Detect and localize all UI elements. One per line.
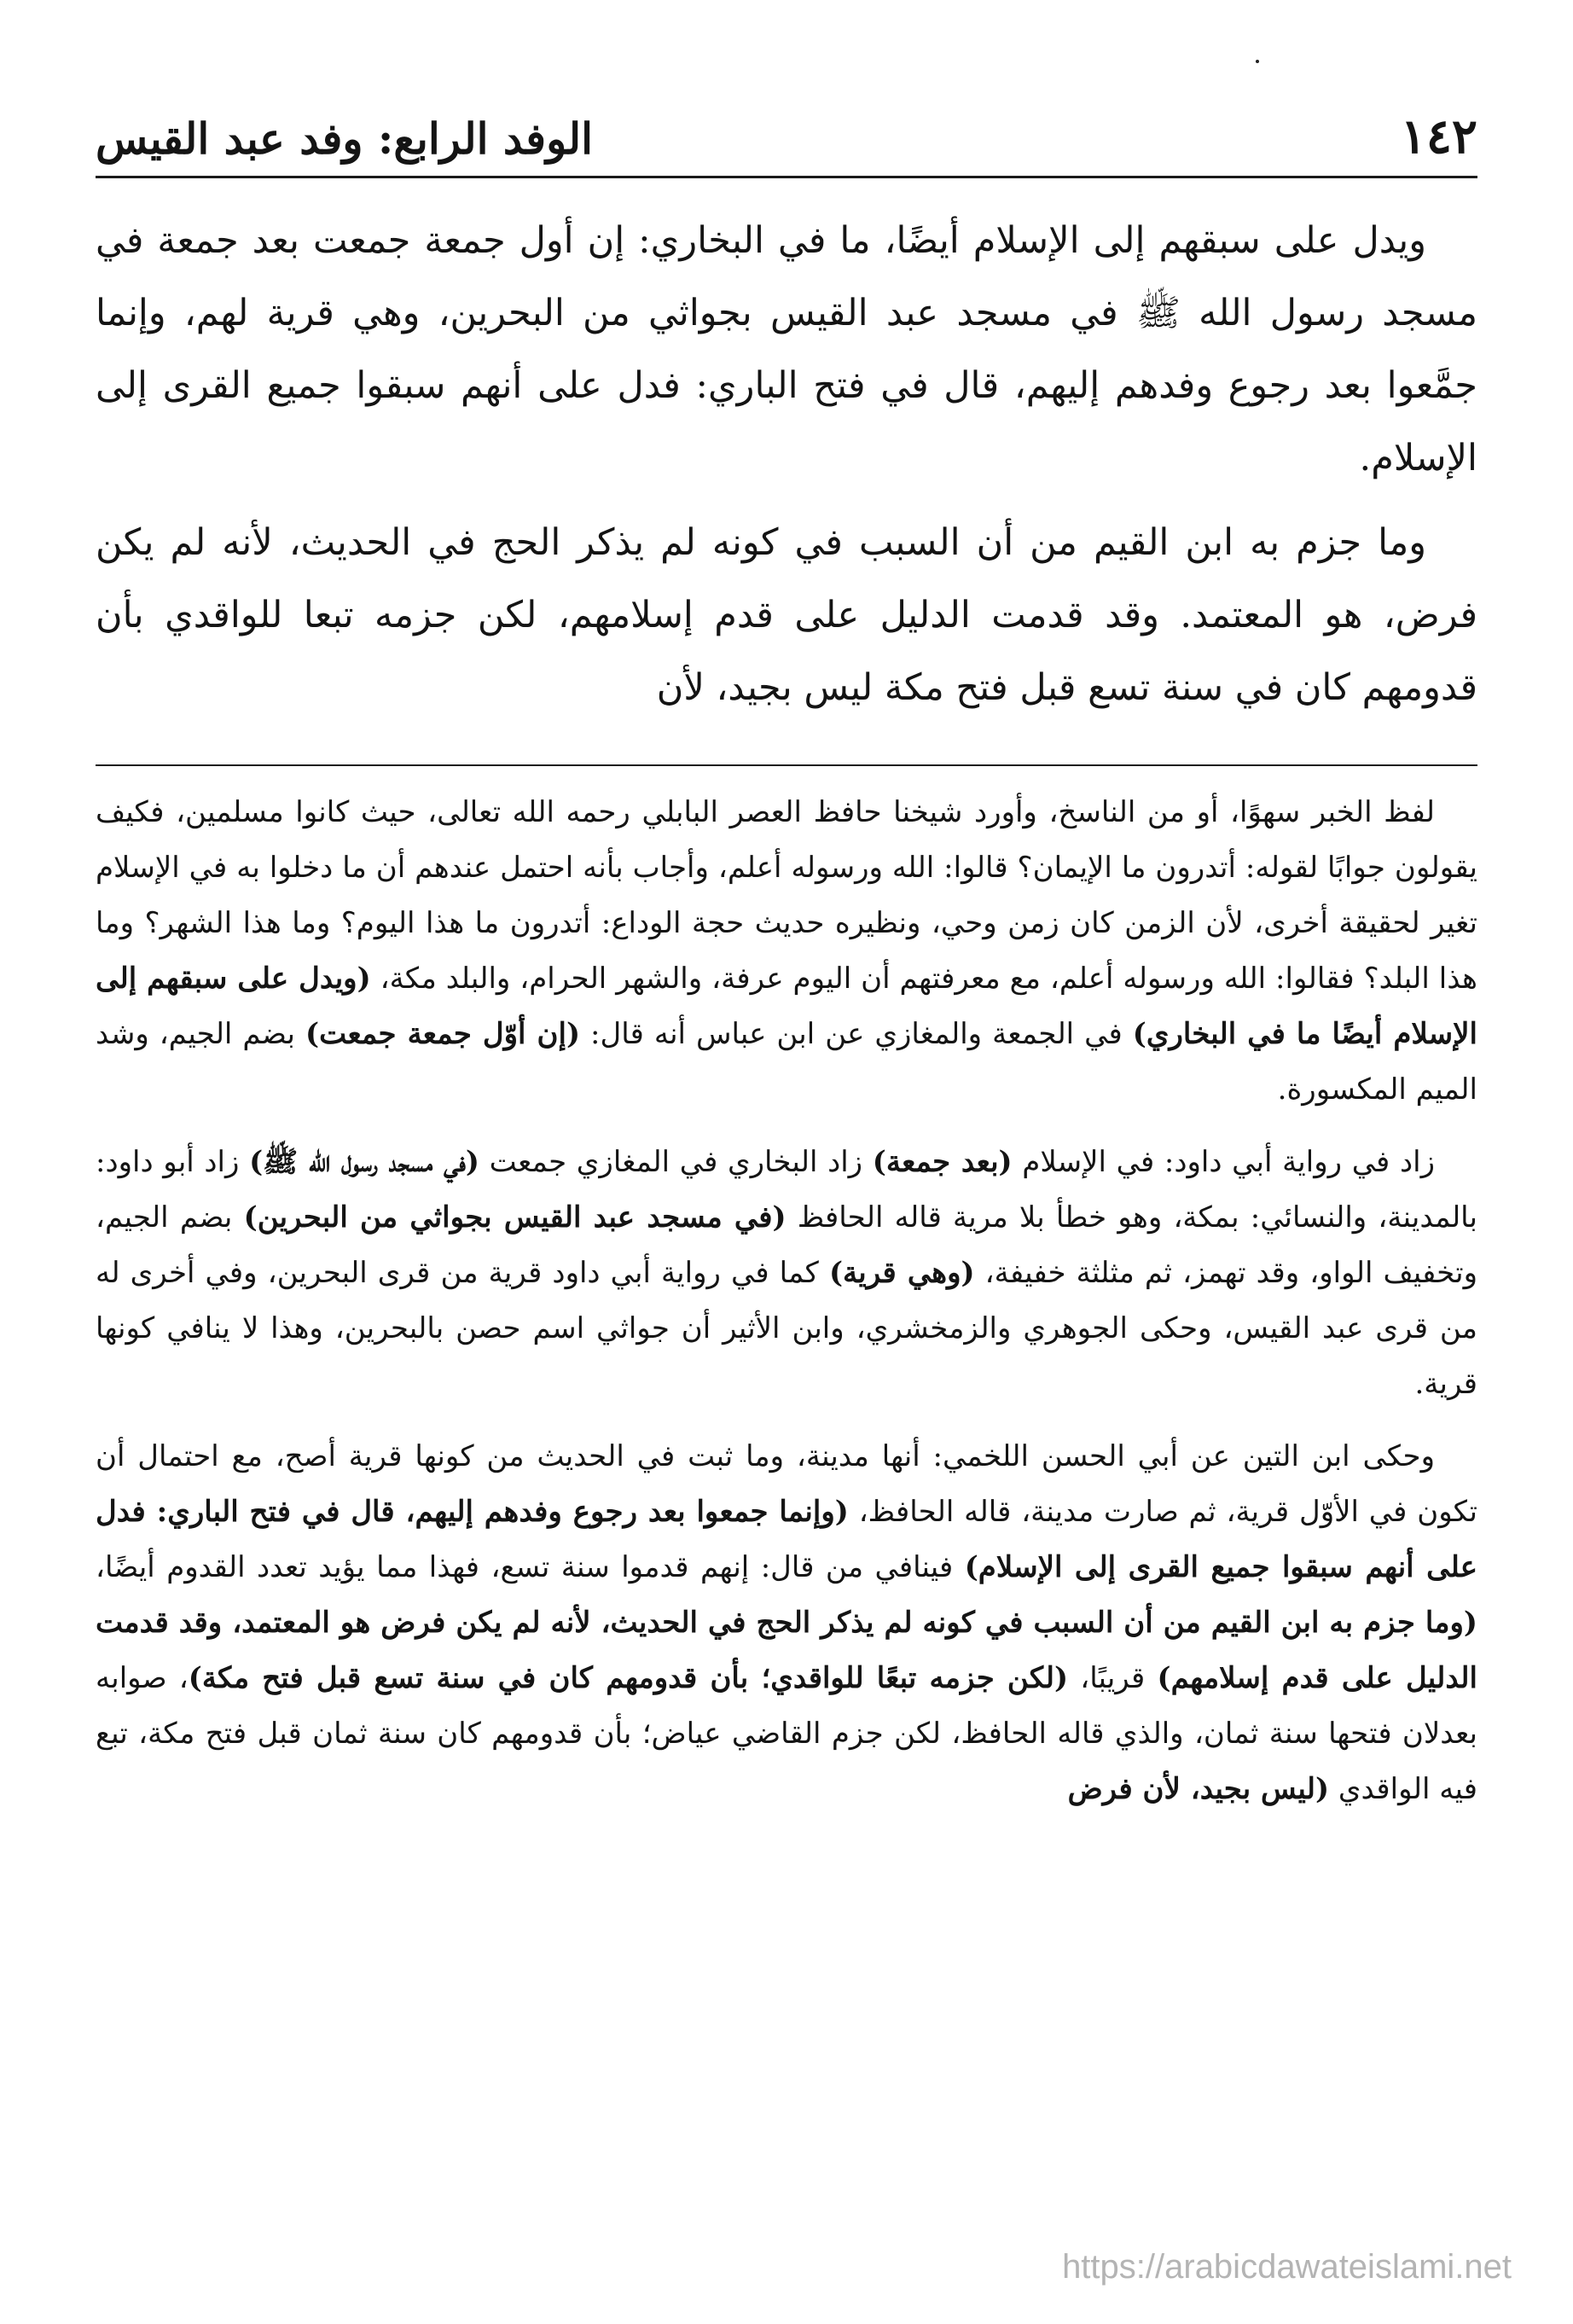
quoted-main-text: (لكن جزمه تبعًا للواقدي؛ بأن قدومهم كان في سنة تسع قبل فتح مكة)	[188, 1661, 1069, 1695]
footnote-rule	[96, 764, 1477, 766]
footnotes	[96, 785, 1477, 1834]
footnote-text: في الجمعة والمغازي عن ابن عباس أنه قال:	[580, 1017, 1133, 1051]
footnote-paragraph-1	[96, 785, 1477, 1118]
main-paragraph-1: ويدل على سبقهم إلى الإسلام أيضًا، ما في البخاري: إن أول جمعة جمعت بعد جمعة في مسجد رسول الله ﷺ في مسجد عبد القيس بجواثي من البحرين، وهي قرية لهم، وإنما جمَّعوا بعد رجوع وفدهم إليهم، قال في فتح الباري: فدل على أنهم سبقوا جميع القرى إلى الإسلام.	[96, 219, 1477, 479]
footnote-text: فينافي من قال: إنهم قدموا سنة تسع، فهذا مما يؤيد تعدد القدوم أيضًا،	[96, 1550, 965, 1584]
footnote-paragraph-3	[96, 1429, 1477, 1817]
header-rule	[96, 176, 1477, 178]
footnote-text: بضم الجيم، وتخفيف الواو، وقد تهمز، ثم مثلثة خفيفة،	[96, 1200, 1478, 1290]
main-paragraph-2: وما جزم به ابن القيم من أن السبب في كونه لم يذكر الحج في الحديث، لأنه لم يكن فرض، هو المعتمد. وقد قدمت الدليل على قدم إسلامهم، لكن جزمه تبعا للواقدي بأن قدومهم كان في سنة تسع قبل فتح مكة ليس بجيد، لأن	[96, 521, 1478, 709]
footnote-text: بضم الجيم، وشد الميم المكسورة.	[96, 1017, 1477, 1107]
quoted-main-text: (في مسجد عبد القيس بجواثي من البحرين)	[243, 1200, 786, 1235]
quoted-main-text: (في مسجد رسول الله ﷺ)	[249, 1145, 480, 1179]
main-text	[96, 205, 1477, 736]
footnote-paragraph-2	[96, 1135, 1477, 1412]
quoted-main-text: (وهي قرية)	[828, 1256, 975, 1290]
quoted-main-text: (ويدل على سبقهم إلى الإسلام أيضًا ما في البخاري)	[96, 962, 1477, 1051]
footnote-text: ، صوابه بعدلان فتحها سنة ثمان، والذي قاله الحافظ، لكن جزم القاضي عياض؛ بأن قدومهم كان سنة ثمان قبل فتح مكة، تبع فيه الواقدي	[96, 1661, 1477, 1806]
footnote-text: زاد في رواية أبي داود: في الإسلام	[1012, 1145, 1435, 1179]
quoted-main-text: (إن أوّل جمعة جمعت)	[305, 1017, 581, 1051]
footnote-text: قريبًا،	[1068, 1661, 1158, 1695]
page-header	[96, 92, 1477, 165]
quoted-main-text: (وإنما جمعوا بعد رجوع وفدهم إليهم، قال في فتح الباري: فدل على أنهم سبقوا جميع القرى إلى الإسلام)	[96, 1495, 1478, 1584]
quoted-main-text: (بعد جمعة)	[872, 1145, 1013, 1179]
footnote-text: لفظ الخبر سهوًا، أو من الناسخ، وأورد شيخنا حافظ العصر البابلي رحمه الله تعالى، حيث كانوا مسلمين، فكيف يقولون جوابًا لقوله: أتدرون ما الإيمان؟ قالوا: الله ورسوله أعلم، وأجاب بأنه احتمل عندهم أن ما دخلوا به في الإسلام تغير لحقيقة أخرى، لأن الزمن كان زمن وحي، ونظيره حديث حجة الوداع: أتدرون ما هذا اليوم؟ وما هذا الشهر؟ وما هذا البلد؟ فقالوا: الله ورسوله أعلم، مع معرفتهم أن اليوم عرفة، والشهر الحرام، والبلد مكة،	[96, 795, 1477, 996]
running-title: الوفد الرابع: وفد عبد القيس	[96, 113, 594, 164]
footnote-text: زاد البخاري في المغازي جمعت	[479, 1145, 873, 1179]
quoted-main-text: (وما جزم به ابن القيم من أن السبب في كونه لم يذكر الحج في الحديث، لأنه لم يكن فرض هو المعتمد، وقد قدمت الدليل على قدم إسلامهم)	[96, 1606, 1477, 1695]
quoted-main-text: (ليس بجيد، لأن فرض	[1067, 1772, 1330, 1806]
footnote-text: كما في رواية أبي داود قرية من قرى البحرين، وفي أخرى له من قرى عبد القيس، وحكى الجوهري والزمخشري، وابن الأثير أن جواثي اسم حصن بالبحرين، وهذا لا ينافي كونها قرية.	[96, 1256, 1477, 1401]
book-page	[96, 0, 1477, 2324]
page-number: ١٤٢	[1400, 108, 1477, 165]
source-watermark: https://arabicdawateislami.net	[1062, 2248, 1512, 2286]
footnote-text: زاد أبو داود: بالمدينة، والنسائي: بمكة، وهو خطأ بلا مرية قاله الحافظ	[96, 1145, 1478, 1235]
footnote-text: وحكى ابن التين عن أبي الحسن اللخمي: أنها مدينة، وما ثبت في الحديث من كونها قرية أصح، مع احتمال أن تكون في الأوّل قرية، ثم صارت مدينة، قاله الحافظ،	[96, 1439, 1478, 1529]
